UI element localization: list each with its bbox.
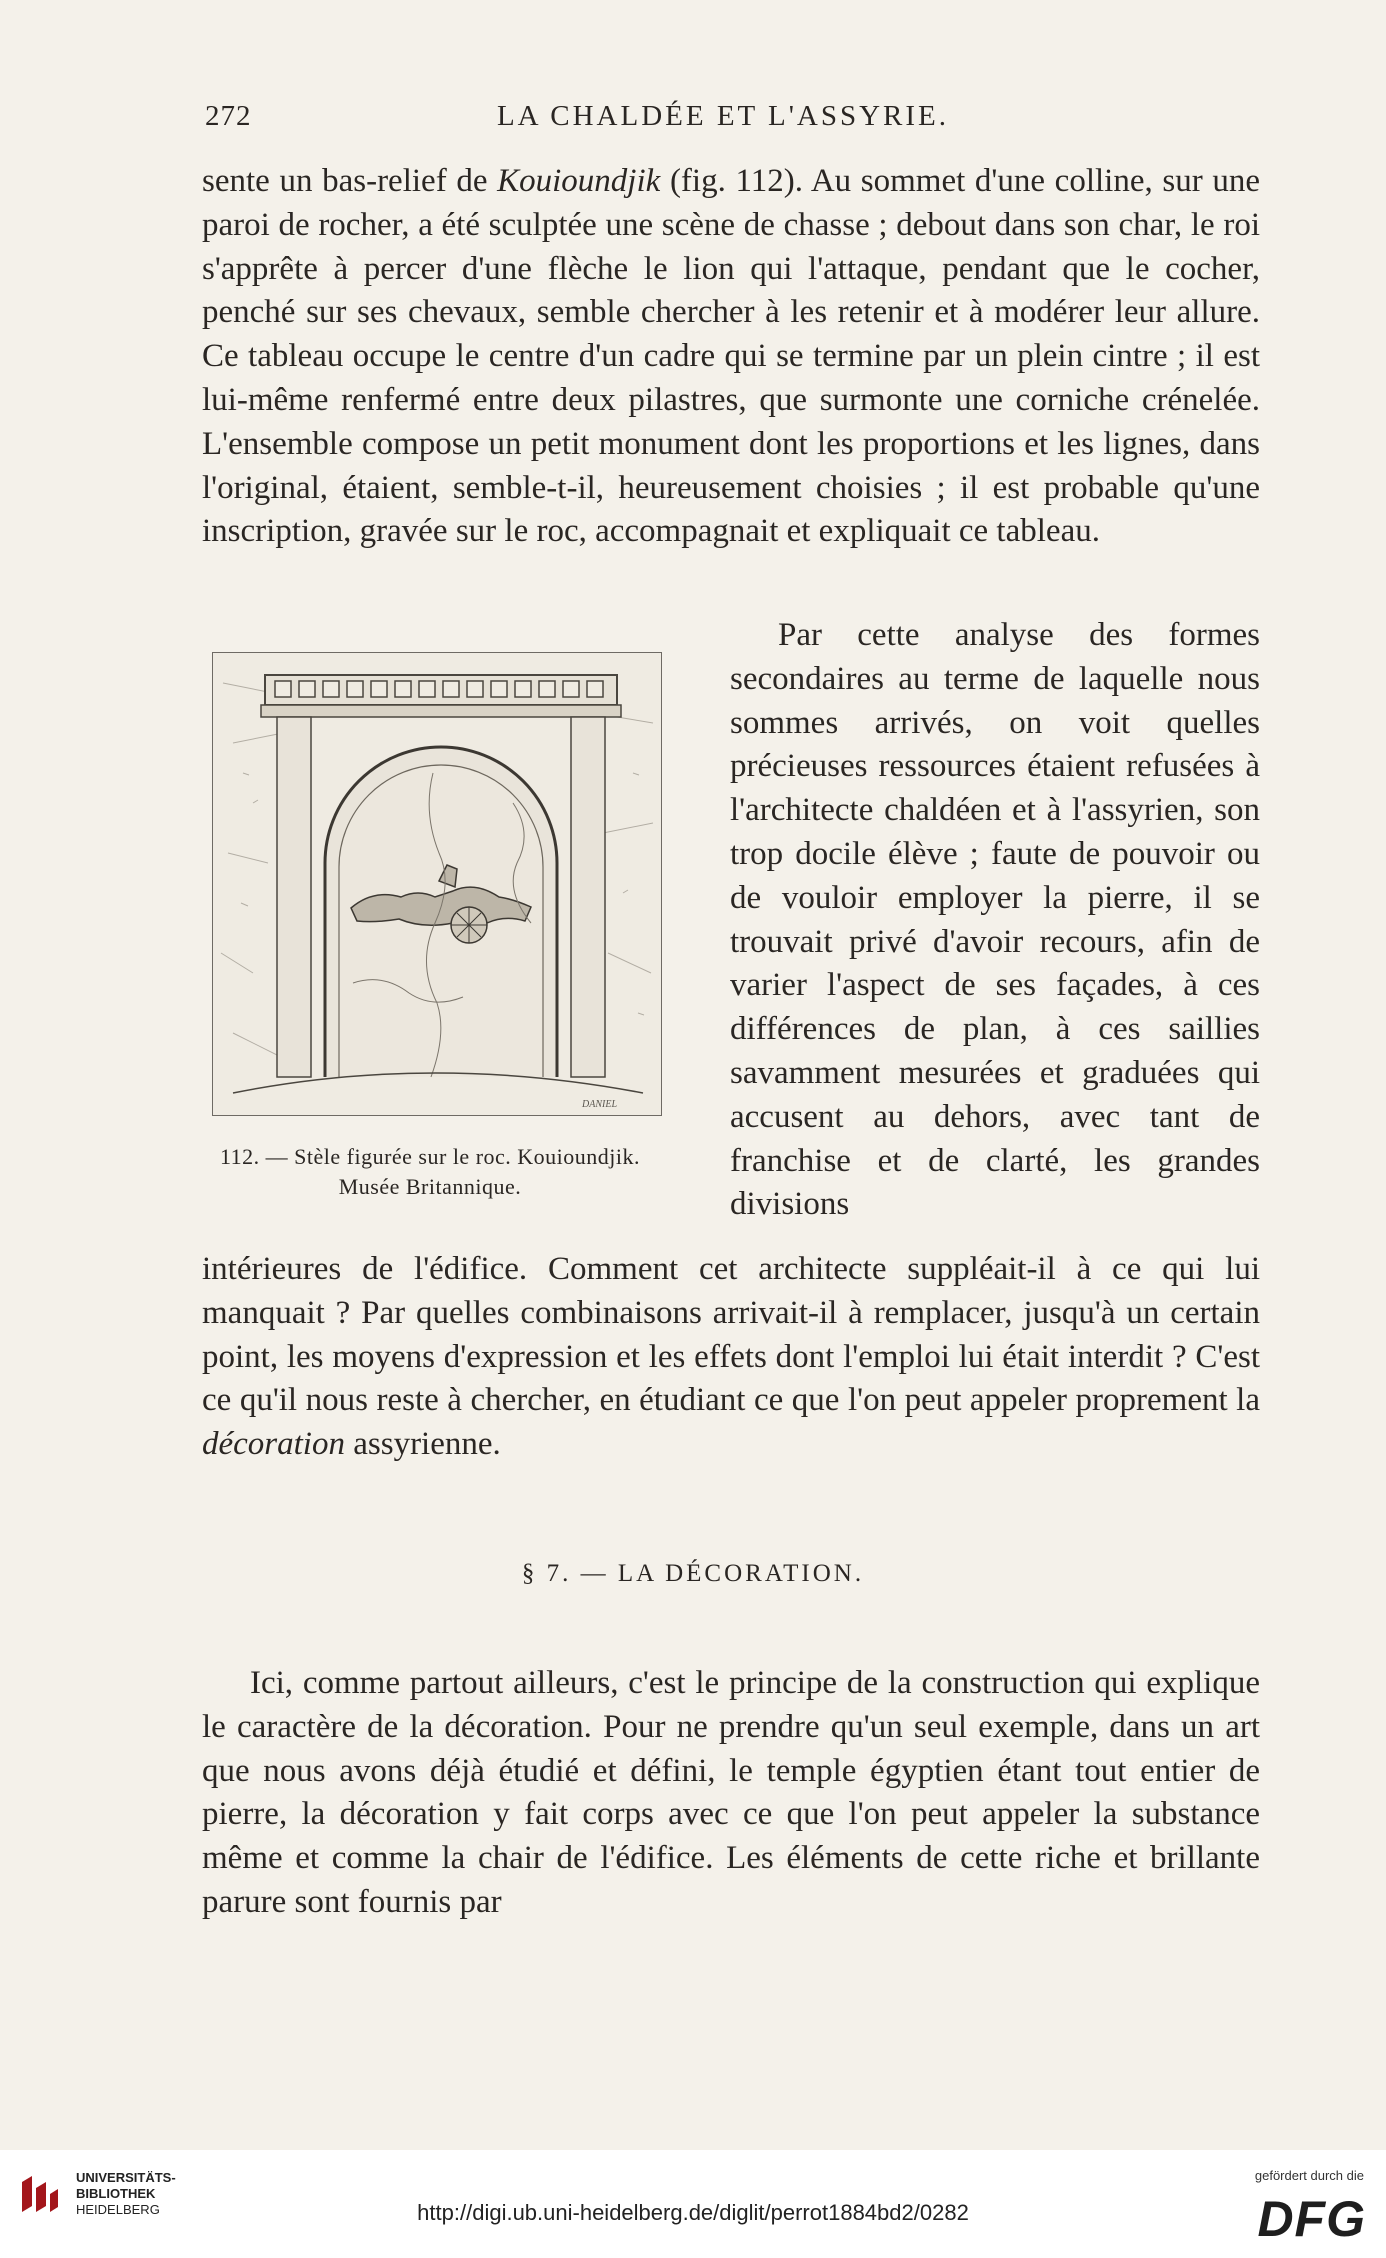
library-name-line-2: BIBLIOTHEK [76,2186,156,2201]
paragraph-4-text: Ici, comme partout ailleurs, c'est le principe de la construction qui explique le caractère de la décoration. Pour ne prendre qu'un seul exemple, dans un art que nous avons déjà étudié et défini, le temple égyptien étant tout entier de pierre, la décoration y fait corps avec ce que l'on peut appeler la substance même et comme la chair de l'édifice. Les éléments de cette riche et brillante parure sont fournis par [202,1665,1260,1920]
stele-illustration [213,653,661,1115]
figure-caption [190,1142,670,1202]
running-title: LA CHALDÉE ET L'ASSYRIE. [496,100,950,132]
page-number: 272 [205,100,252,132]
page-header [190,100,1256,140]
paragraph-2 [730,614,1260,1227]
paragraph-1 [202,160,1260,554]
library-name-line-3: HEIDELBERG [76,2202,160,2217]
caption-line-2: Musée Britannique. [338,1174,522,1199]
dfg-logo: DFG [1257,2191,1366,2247]
engraver-signature: DANIEL [582,1099,617,1110]
funding-note: gefördert durch die [1254,2168,1364,2183]
decoration-italic: décoration [202,1426,345,1463]
place-name-italic: Kouioundjik [497,163,661,199]
paragraph-3 [202,1248,1260,1467]
paragraph-2-text: Par cette analyse des formes secondaires au terme de laquelle nous sommes arrivés, on voit quelles précieuses ressources étaient refusées à l'architecte chaldéen et à l'assyrien, son trop docile élève ; faute de pouvoir ou de vouloir employer la pierre, il se trouvait privé d'avoir recours, afin de varier l'aspect de ses façades, à ces différences de plan, à ces saillies savamment mesurées et graduées qui accusent au dehors, avec tant de franchise et de clarté, les grandes divisions [730,617,1260,1223]
figure-stele-engraving [212,652,662,1116]
paragraph-4 [202,1662,1260,1925]
paragraph-3-text-a: intérieures de l'édifice. Comment cet architecte suppléait-il à ce qui lui manquait ? Par quelles combinaisons arrivait-il à remplacer, jusqu'à un certain point, les moyens d'expression et les effets dont l'emploi lui était interdit ? C'est ce qu'il nous reste à chercher, en étudiant ce que l'on peut appeler proprement la [202,1251,1260,1419]
paragraph-1-text-a: sente un bas-relief de [202,163,498,199]
digital-copy-url[interactable]: http://digi.ub.uni-heidelberg.de/diglit/perrot1884bd2/0282 [417,2200,969,2225]
section-heading: § 7. — LA DÉCORATION. [521,1560,865,1587]
library-name-line-1: UNIVERSITÄTS- [76,2170,176,2185]
caption-line-1: 112. — Stèle figurée sur le roc. Kouioundjik. [219,1144,641,1169]
paragraph-3-text-b: assyrienne. [344,1426,501,1463]
paragraph-1-text-b: (fig. 112). Au sommet d'une colline, sur une paroi de rocher, a été sculptée une scène de chasse ; debout dans son char, le roi s'apprête à percer d'une flèche le lion qui l'attaque, pendant que le cocher, penché sur ses chevaux, semble chercher à les retenir et à modérer leur allure. Ce tableau occupe le centre d'un cadre qui se termine par un plein cintre ; il est lui-même renfermé entre deux pilastres, que surmonte une corniche crénelée. L'ensemble compose un petit monument dont les proportions et les lignes, dans l'original, étaient, semble-t-il, heureusement choisies ; il est probable qu'une inscription, gravée sur le roc, accompagnait et expliquait ce tableau. [202,163,1260,550]
